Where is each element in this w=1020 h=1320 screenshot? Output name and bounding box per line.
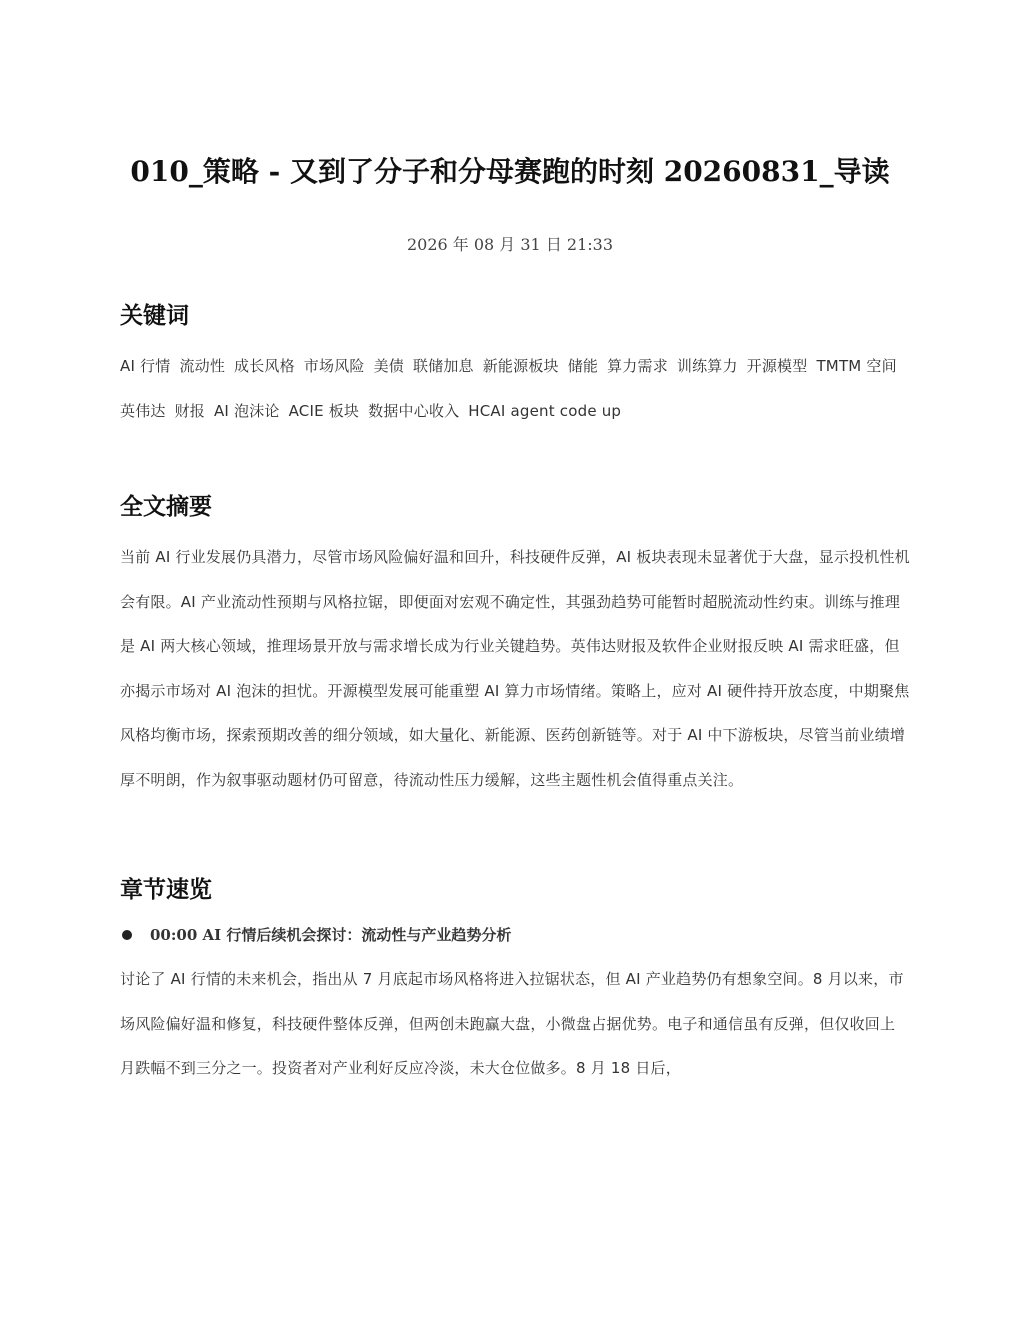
keyword: 市场风险 [303, 357, 365, 375]
keyword: 数据中心收入 [368, 401, 460, 420]
bullet-icon [122, 930, 132, 940]
chapter-text: 讨论了 AI 行情的未来机会，指出从 7 月底起市场风格将进入拉锯状态，但 AI 产业趋势仍有想象空间。8 月以来，市场风险偏好温和修复，科技硬件整体反弹，但两创未跑赢大盘，小微盘占据优势。电子和通信虽有反弹，但仅收回上月跌幅不到三分之一。投资者对产业利好反应冷淡，未大仓位做多。8 月 18 日后， [120, 970, 904, 1077]
keyword: AI 行情 [120, 357, 171, 375]
keyword: 储能 [567, 357, 599, 375]
chapter-title: 00:00 AI 行情后续机会探讨：流动性与产业趋势分析 [150, 926, 512, 944]
keywords-section [120, 298, 910, 433]
summary-section [120, 489, 910, 802]
keyword: 新能源板块 [482, 357, 559, 375]
keyword: TMTM 空间 [816, 357, 897, 375]
keyword: ACIE 板块 [288, 401, 360, 420]
keyword: HCAI agent code up [468, 401, 622, 420]
document-body [120, 298, 910, 1091]
summary-heading: 全文摘要 [120, 494, 212, 520]
document-title: 010_策略 - 又到了分子和分母赛跑的时刻 20260831_导读 [130, 155, 890, 188]
chapters-section [120, 872, 910, 1091]
chapter-item [120, 924, 910, 945]
keyword: 算力需求 [607, 357, 668, 375]
keyword: 开源模型 [746, 357, 808, 375]
keywords-heading: 关键词 [120, 303, 189, 329]
keyword: 英伟达 [120, 401, 166, 420]
keyword: 美债 [373, 357, 404, 375]
keyword: 联储加息 [412, 357, 474, 375]
keyword: 流动性 [179, 357, 226, 375]
keyword-list [120, 344, 910, 433]
chapters-heading: 章节速览 [120, 877, 212, 903]
section-spacer [120, 433, 910, 489]
summary-text: 当前 AI 行业发展仍具潜力，尽管市场风险偏好温和回升，科技硬件反弹，AI 板块表现未显著优于大盘，显示投机性机会有限。AI 产业流动性预期与风格拉锯，即便面对宏观不确定性，其强劲趋势可能暂时超脱流动性约束。训练与推理是 AI 两大核心领域，推理场景开放与需求增长成为行业关键趋势。英伟达财报及软件企业财报反映 AI 需求旺盛，但亦揭示市场对 AI 泡沫的担忧。开源模型发展可能重塑 AI 算力市场情绪。策略上，应对 AI 硬件持开放态度，中期聚焦风格均衡市场，探索预期改善的细分领域，如大量化、新能源、医药创新链等。对于 AI 中下游板块，尽管当前业绩增厚不明朗，作为叙事驱动题材仍可留意，待流动性压力缓解，这些主题性机会值得重点关注。 [120, 548, 910, 789]
document-date: 2026 年 08 月 31 日 21:33 [406, 235, 614, 254]
keyword: 财报 [174, 401, 205, 420]
keyword: AI 泡沫论 [213, 401, 280, 420]
section-spacer [120, 802, 910, 872]
keyword: 训练算力 [676, 357, 738, 375]
keyword: 成长风格 [234, 357, 295, 375]
